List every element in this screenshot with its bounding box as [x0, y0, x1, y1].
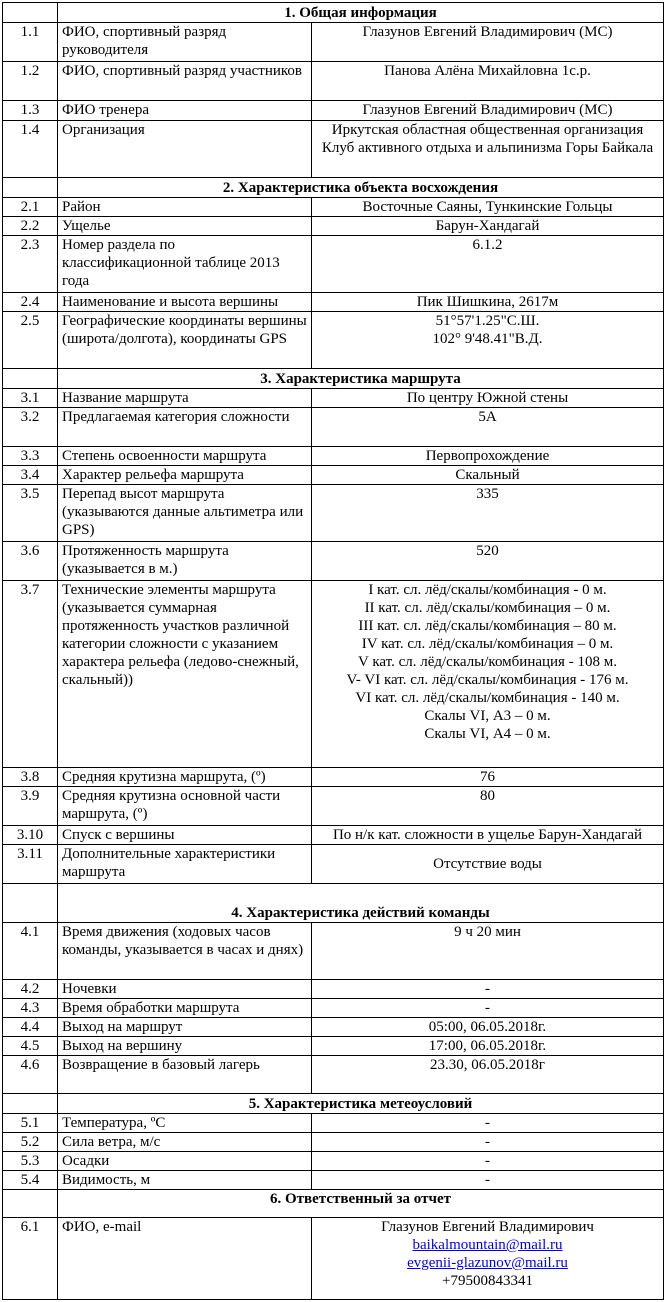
row-value: Первопрохождение — [312, 447, 664, 466]
table-row — [3, 1218, 664, 1300]
row-value: - — [312, 980, 664, 999]
row-label: Возвращение в базовый лагерь — [58, 1056, 312, 1094]
row-number: 4.4 — [3, 1018, 58, 1037]
row-number: 4.3 — [3, 999, 58, 1018]
table-row — [3, 447, 664, 466]
table-row — [3, 1171, 664, 1190]
table-row — [3, 101, 664, 121]
table-row — [3, 312, 664, 369]
row-label: Время движения (ходовых часов команды, указывается в часах и днях) — [58, 923, 312, 980]
technical-element-line: II кат. сл. лёд/скалы/комбинация – 0 м. — [364, 600, 611, 616]
row-value: Пик Шишкина, 2617м — [312, 293, 664, 312]
table-row — [3, 198, 664, 217]
section-title-responsible: 6. Ответственный за отчет — [58, 1190, 664, 1218]
row-number: 5.3 — [3, 1152, 58, 1171]
technical-element-line: V кат. сл. лёд/скалы/комбинация - 108 м. — [358, 654, 617, 670]
table-row — [3, 768, 664, 787]
table-row — [3, 293, 664, 312]
row-label: Название маршрута — [58, 389, 312, 408]
row-value: 9 ч 20 мин — [312, 923, 664, 980]
section-header-row — [3, 3, 664, 23]
table-row — [3, 1114, 664, 1133]
section-header-row — [3, 1094, 664, 1114]
row-value: По н/к кат. сложности в ущелье Барун-Хандагай — [312, 826, 664, 845]
row-label: Выход на маршрут — [58, 1018, 312, 1037]
latitude-value: 51°57'1.25"С.Ш. — [435, 313, 540, 329]
technical-element-line: III кат. сл. лёд/скалы/комбинация – 80 м. — [358, 618, 617, 634]
row-label: Сила ветра, м/с — [58, 1133, 312, 1152]
table-row — [3, 389, 664, 408]
section-title-route: 3. Характеристика маршрута — [58, 369, 664, 389]
row-number: 3.1 — [3, 389, 58, 408]
technical-element-line: Скалы VI, А3 – 0 м. — [424, 708, 551, 724]
row-label: Видимость, м — [58, 1171, 312, 1190]
row-label: ФИО, спортивный разряд участников — [58, 62, 312, 101]
row-label: Протяженность маршрута (указывается в м.) — [58, 542, 312, 581]
technical-element-line: Скалы VI, А4 – 0 м. — [424, 726, 551, 742]
table-row — [3, 1152, 664, 1171]
row-value: - — [312, 1152, 664, 1171]
table-row — [3, 980, 664, 999]
row-number: 4.5 — [3, 1037, 58, 1056]
row-value: Глазунов Евгений Владимирович (МС) — [312, 23, 664, 62]
row-value: 5А — [312, 408, 664, 447]
table-row — [3, 581, 664, 768]
row-number: 5.1 — [3, 1114, 58, 1133]
section-header-row — [3, 369, 664, 389]
table-row — [3, 999, 664, 1018]
table-row — [3, 408, 664, 447]
row-number: 3.9 — [3, 787, 58, 826]
longitude-value: 102° 9'48.41"В.Д. — [432, 331, 543, 347]
section-header-row — [3, 884, 664, 923]
row-label: ФИО тренера — [58, 101, 312, 121]
row-value: 335 — [312, 485, 664, 542]
section-header-row — [3, 1190, 664, 1218]
technical-elements-list — [312, 581, 664, 768]
phone-number: +79500843341 — [442, 1273, 533, 1289]
table-row — [3, 826, 664, 845]
row-label: Дополнительные характеристики маршрута — [58, 845, 312, 884]
row-number: 3.6 — [3, 542, 58, 581]
row-label: Ущелье — [58, 217, 312, 236]
row-value: Барун-Хандагай — [312, 217, 664, 236]
row-number: 1.4 — [3, 121, 58, 178]
row-number: 2.4 — [3, 293, 58, 312]
row-value: 76 — [312, 768, 664, 787]
technical-element-line: IV кат. сл. лёд/скалы/комбинация – 0 м. — [361, 636, 614, 652]
row-value: Восточные Саяны, Тункинские Гольцы — [312, 198, 664, 217]
table-row — [3, 217, 664, 236]
email-link-2[interactable]: evgenii-glazunov@mail.ru — [407, 1255, 568, 1271]
row-label: Наименование и высота вершины — [58, 293, 312, 312]
row-label: ФИО, e-mail — [58, 1218, 312, 1300]
table-row — [3, 485, 664, 542]
section-title-general: 1. Общая информация — [58, 3, 664, 23]
row-number: 4.1 — [3, 923, 58, 980]
row-number: 5.4 — [3, 1171, 58, 1190]
row-number: 3.8 — [3, 768, 58, 787]
email-link-1[interactable]: baikalmountain@mail.ru — [412, 1237, 563, 1253]
row-number: 1.3 — [3, 101, 58, 121]
row-label: Осадки — [58, 1152, 312, 1171]
row-label: Предлагаемая категория сложности — [58, 408, 312, 447]
row-value: Панова Алёна Михайловна 1с.р. — [312, 62, 664, 101]
row-number: 3.5 — [3, 485, 58, 542]
row-number: 1.1 — [3, 23, 58, 62]
row-value — [312, 312, 664, 369]
table-row — [3, 923, 664, 980]
technical-element-line: I кат. сл. лёд/скалы/комбинация - 0 м. — [368, 582, 607, 598]
row-number: 2.5 — [3, 312, 58, 369]
row-value: 17:00, 06.05.2018г. — [312, 1037, 664, 1056]
row-label: Средняя крутизна основной части маршрута, (º) — [58, 787, 312, 826]
row-label: Номер раздела по классификационной таблице 2013 года — [58, 236, 312, 293]
report-table — [2, 2, 664, 1300]
row-number: 6.1 — [3, 1218, 58, 1300]
row-value: - — [312, 1171, 664, 1190]
row-number: 2.3 — [3, 236, 58, 293]
row-value: Иркутская областная общественная организация Клуб активного отдыха и альпинизма Горы Байкала — [312, 121, 664, 178]
row-number: 3.4 — [3, 466, 58, 485]
contact-block — [312, 1218, 664, 1300]
table-row — [3, 845, 664, 884]
table-row — [3, 1018, 664, 1037]
row-number: 3.11 — [3, 845, 58, 884]
row-label: Географические координаты вершины (широта/долгота), координаты GPS — [58, 312, 312, 369]
row-value: 23.30, 06.05.2018г — [312, 1056, 664, 1094]
row-value: 05:00, 06.05.2018г. — [312, 1018, 664, 1037]
row-number: 4.2 — [3, 980, 58, 999]
section-title-object: 2. Характеристика объекта восхождения — [58, 178, 664, 198]
row-value: По центру Южной стены — [312, 389, 664, 408]
row-label: Степень освоенности маршрута — [58, 447, 312, 466]
row-number: 1.2 — [3, 62, 58, 101]
row-number: 5.2 — [3, 1133, 58, 1152]
table-row — [3, 1133, 664, 1152]
row-label: Технические элементы маршрута (указывается суммарная протяженность участков различной категории сложности с указанием характера рельефа (ледово-снежный, скальный)) — [58, 581, 312, 768]
table-row — [3, 1056, 664, 1094]
table-row — [3, 542, 664, 581]
row-label: Средняя крутизна маршрута, (º) — [58, 768, 312, 787]
row-label: Спуск с вершины — [58, 826, 312, 845]
row-value: - — [312, 1114, 664, 1133]
row-label: Район — [58, 198, 312, 217]
row-value: 520 — [312, 542, 664, 581]
technical-element-line: V- VI кат. сл. лёд/скалы/комбинация - 176 м. — [346, 672, 629, 688]
row-number: 4.6 — [3, 1056, 58, 1094]
row-label: ФИО, спортивный разряд руководителя — [58, 23, 312, 62]
table-row — [3, 23, 664, 62]
row-label: Время обработки маршрута — [58, 999, 312, 1018]
row-number: 3.10 — [3, 826, 58, 845]
row-number: 3.3 — [3, 447, 58, 466]
row-label: Организация — [58, 121, 312, 178]
row-label: Характер рельефа маршрута — [58, 466, 312, 485]
row-number: 2.1 — [3, 198, 58, 217]
table-row — [3, 466, 664, 485]
row-label: Выход на вершину — [58, 1037, 312, 1056]
row-label: Температура, ºС — [58, 1114, 312, 1133]
row-value: Отсутствие воды — [312, 845, 664, 884]
row-value: - — [312, 999, 664, 1018]
row-number: 3.7 — [3, 581, 58, 768]
row-value: 80 — [312, 787, 664, 826]
section-title-team: 4. Характеристика действий команды — [58, 884, 664, 923]
row-value: 6.1.2 — [312, 236, 664, 293]
row-number: 2.2 — [3, 217, 58, 236]
row-number: 3.2 — [3, 408, 58, 447]
responsible-name: Глазунов Евгений Владимирович — [381, 1219, 594, 1235]
table-row — [3, 1037, 664, 1056]
section-title-weather: 5. Характеристика метеоусловий — [58, 1094, 664, 1114]
table-row — [3, 787, 664, 826]
table-row — [3, 121, 664, 178]
row-label: Перепад высот маршрута (указываются данные альтиметра или GPS) — [58, 485, 312, 542]
row-value: Скальный — [312, 466, 664, 485]
table-row — [3, 236, 664, 293]
row-value: - — [312, 1133, 664, 1152]
section-header-row — [3, 178, 664, 198]
row-value: Глазунов Евгений Владимирович (МС) — [312, 101, 664, 121]
row-label: Ночевки — [58, 980, 312, 999]
table-row — [3, 62, 664, 101]
technical-element-line: VI кат. сл. лёд/скалы/комбинация - 140 м. — [355, 690, 620, 706]
